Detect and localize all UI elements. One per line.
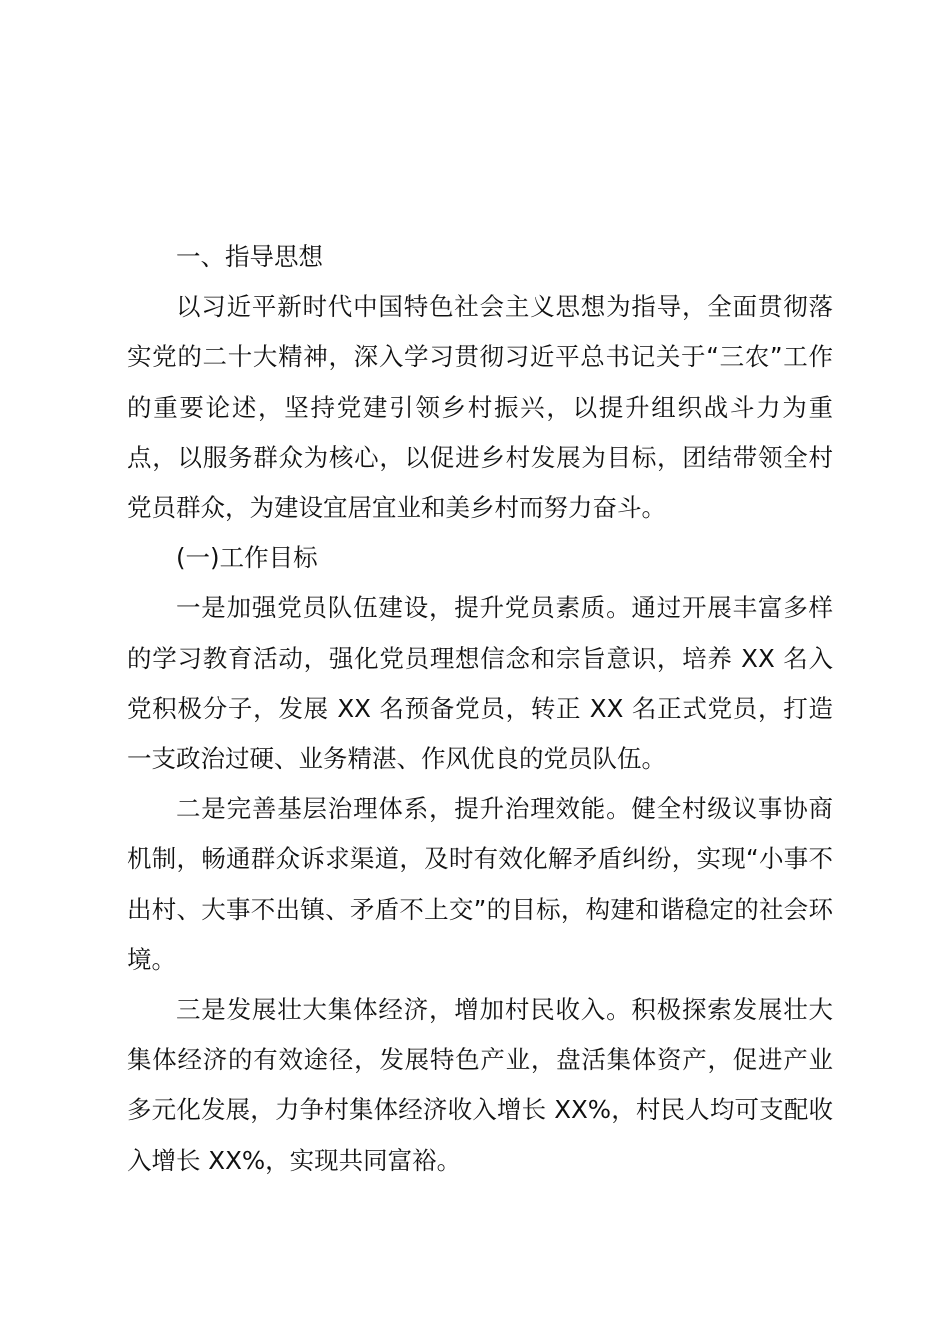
goal-paragraph-3: 三是发展壮大集体经济，增加村民收入。积极探索发展壮大集体经济的有效途径，发展特色产业，盘活集体资产，促进产业多元化发展，力争村集体经济收入增长 XX%，村民人均可支配收入增长 XX%，实现共同富裕。 [127,995,833,1175]
subsection-heading: (一)工作目标 [176,543,318,573]
goal-paragraph-2: 二是完善基层治理体系，提升治理效能。健全村级议事协商机制，畅通群众诉求渠道，及时有效化解矛盾纠纷，实现“小事不出村、大事不出镇、矛盾不上交”的目标，构建和谐稳定的社会环境。 [127,794,833,974]
document-body [127,232,833,1186]
guiding-paragraph: 以习近平新时代中国特色社会主义思想为指导，全面贯彻落实党的二十大精神，深入学习贯彻习近平总书记关于“三农”工作的重要论述，坚持党建引领乡村振兴，以提升组织战斗力为重点，以服务群众为核心，以促进乡村发展为目标，团结带领全村党员群众，为建设宜居宜业和美乡村而努力奋斗。 [127,292,833,523]
section-heading: 一、指导思想 [176,242,323,271]
goal-paragraph-1: 一是加强党员队伍建设，提升党员素质。通过开展丰富多样的学习教育活动，强化党员理想信念和宗旨意识，培养 XX 名入党积极分子，发展 XX 名预备党员，转正 XX 名正式党员，打造一支政治过硬、业务精湛、作风优良的党员队伍。 [127,593,833,774]
